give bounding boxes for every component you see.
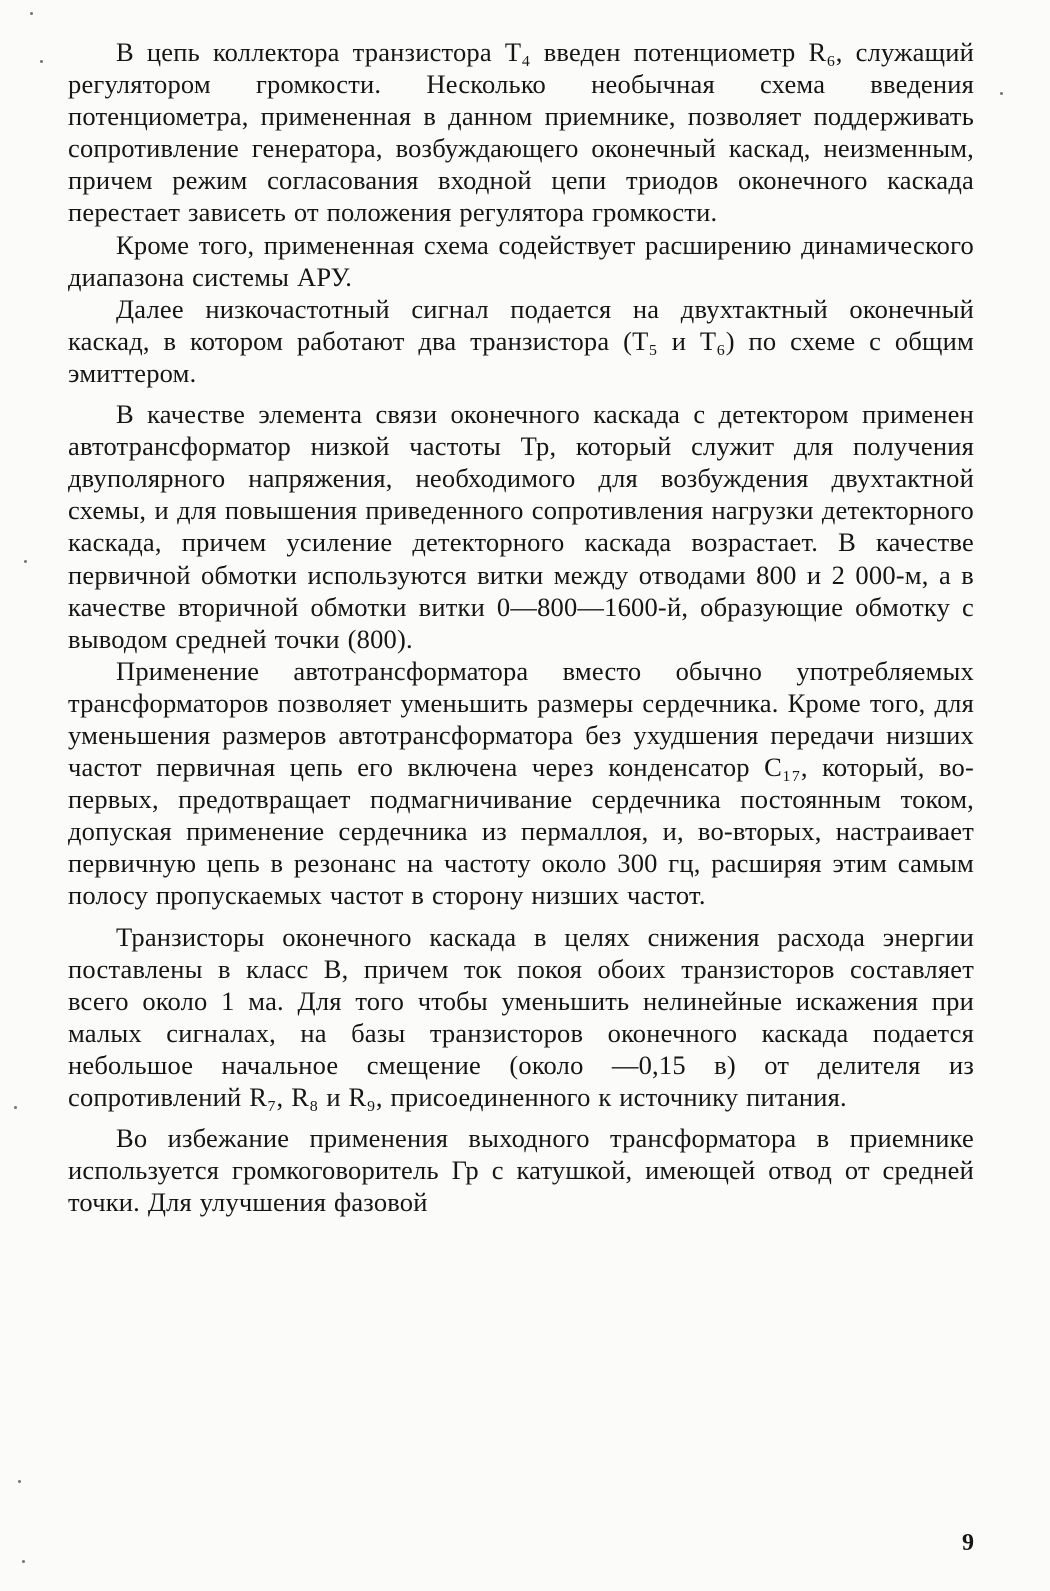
paragraph-dynamic-range: Кроме того, примененная схема содействует расширению динамического диапазона системы АРУ. — [68, 229, 974, 292]
scan-speck — [22, 1560, 25, 1563]
scan-speck — [40, 60, 43, 63]
paragraph-autotransformer-benefits: Применение автотрансформатора вместо обычно употребляемых трансформаторов позволяет уменьшить размеры сердечника. Кроме того, для уменьшения размеров автотрансформатора без ухудшения передачи низших частот первичная цепь его включена через конденсатор C₁₇, который, во-первых, предотвращает подмагничивание сердечника постоянным током, допуская применение сердечника из пермаллоя, и, во-вторых, настраивает первичную цепь в резонанс на частоту около 300 гц, расширяя этим самым полосу пропускаемых частот в сторону низших частот. — [68, 655, 974, 911]
scan-speck — [30, 12, 33, 15]
paragraph-class-b-transistors: Транзисторы оконечного каскада в целях снижения расхода энергии поставлены в класс В, причем ток покоя обоих транзисторов составляет всего около 1 ма. Для того чтобы уменьшить нелинейные искажения при малых сигналах, на базы транзисторов оконечного каскада подается небольшое начальное смещение (около —0,15 в) от делителя из сопротивлений R₇, R₈ и R₉, присоединенного к источнику питания. — [68, 921, 974, 1112]
scan-speck — [1000, 92, 1003, 95]
paragraph-loudspeaker: Во избежание применения выходного трансформатора в приемнике используется громкоговоритель Гр с катушкой, имеющей отвод от средней точки. Для улучшения фазовой — [68, 1123, 974, 1218]
paragraph-push-pull-stage: Далее низкочастотный сигнал подается на двухтактный оконечный каскад, в котором работают два транзистора (T₅ и T₆) по схеме с общим эмиттером. — [68, 293, 974, 388]
page-number: 9 — [962, 1530, 974, 1556]
paragraph-autotransformer-coupling: В качестве элемента связи оконечного каскада с детектором применен автотрансформатор низкой частоты Тр, который служит для получения двуполярного напряжения, необходимого для возбуждения двухтактной схемы, и для повышения приведенного сопротивления нагрузки детекторного каскада, причем усиление детекторного каскада возрастает. В качестве первичной обмотки используются витки между отводами 800 и 2 000-м, а в качестве вторичной обмотки витки 0—800—1600-й, образующие обмотку с выводом средней точки (800). — [68, 399, 974, 654]
scan-speck — [14, 1106, 17, 1109]
scan-speck — [18, 1480, 21, 1483]
paragraph-collector-potentiometer: В цепь коллектора транзистора T₄ введен потенциометр R₆, служащий регулятором громкости. Несколько необычная схема введения потенциометра, примененная в данном приемнике, позволяет поддерживать сопротивление генератора, возбуждающего оконечный каскад, неизменным, причем режим согласования входной цепи триодов оконечного каскада перестает зависеть от положения регулятора громкости. — [68, 37, 974, 228]
body-text — [68, 36, 974, 1218]
scan-speck — [24, 560, 27, 563]
